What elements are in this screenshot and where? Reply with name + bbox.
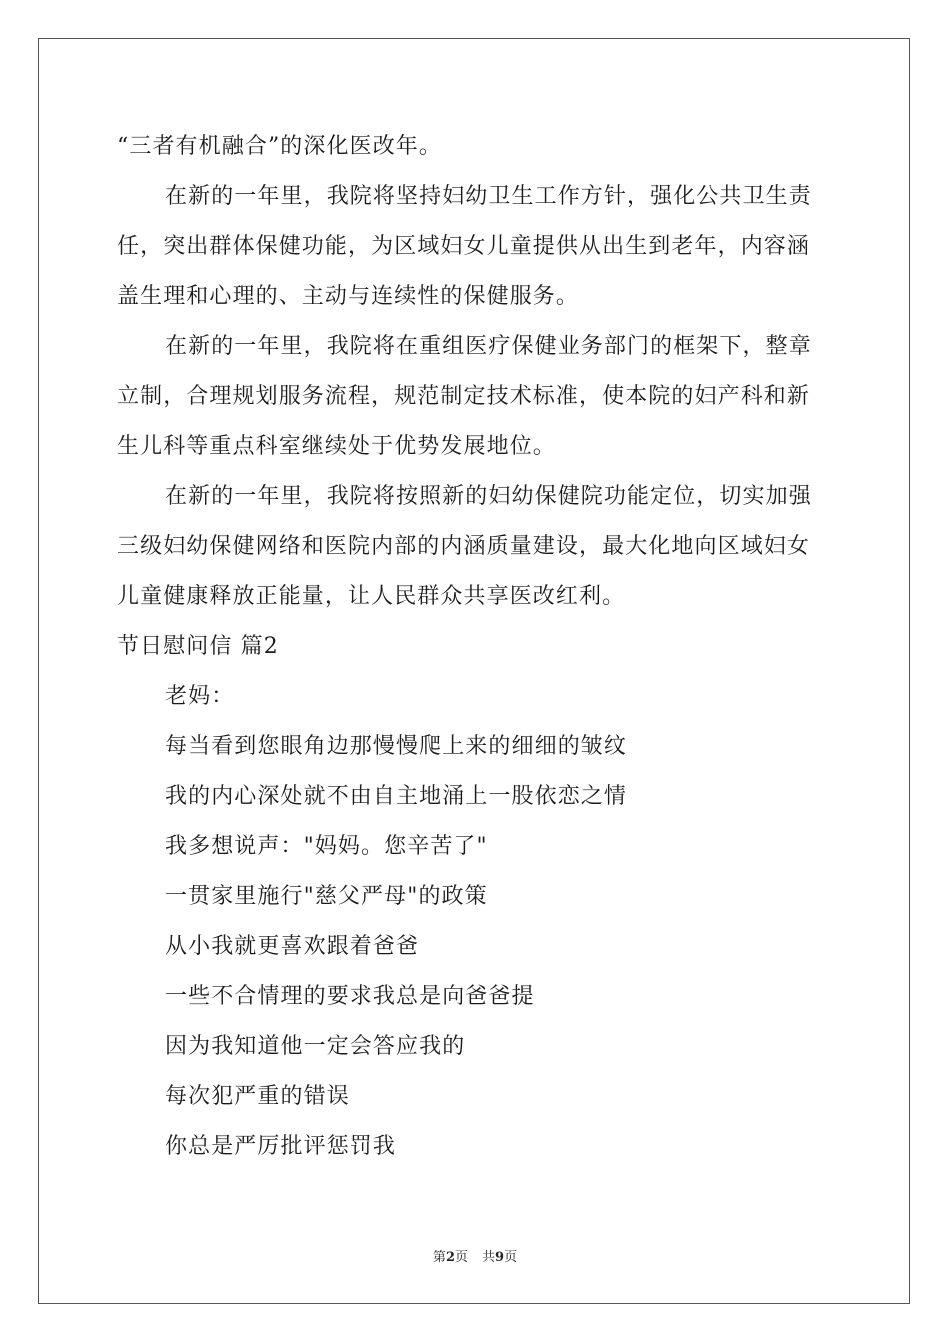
page-footer [0, 1246, 950, 1265]
page-total: 9 [495, 1250, 505, 1265]
paragraph-line: 在新的一年里，我院将坚持妇幼卫生工作方针，强化公共卫生责 [165, 184, 812, 209]
total-prefix: 共 [482, 1250, 496, 1265]
poem-line: 从小我就更喜欢跟着爸爸 [165, 934, 420, 959]
paragraph-line: 立制，合理规划服务流程，规范制定技术标准，使本院的妇产科和新 [117, 384, 811, 409]
paragraph-line: 在新的一年里，我院将在重组医疗保健业务部门的框架下，整章 [165, 334, 812, 359]
page-prefix: 第 [432, 1250, 446, 1265]
paragraph-line: 三级妇幼保健网络和医院内部的内涵质量建设，最大化地向区域妇女 [117, 534, 811, 559]
section-heading: 节日慰问信 篇2 [117, 634, 279, 659]
paragraph-line: 儿童健康释放正能量，让人民群众共享医改红利。 [117, 584, 626, 609]
poem-line: 我的内心深处就不由自主地涌上一股依恋之情 [165, 784, 628, 809]
paragraph-line: 任，突出群体保健功能，为区域妇女儿童提供从出生到老年，内容涵 [117, 234, 811, 259]
poem-line: 你总是严厉批评惩罚我 [165, 1134, 397, 1159]
paragraph-line: 在新的一年里，我院将按照新的妇幼保健院功能定位，切实加强 [165, 484, 812, 509]
total-suffix: 页 [504, 1250, 518, 1265]
poem-line: 每次犯严重的错误 [165, 1084, 350, 1109]
poem-line: 每当看到您眼角边那慢慢爬上来的细细的皱纹 [165, 734, 628, 759]
paragraph-line: 盖生理和心理的、主动与连续性的保健服务。 [117, 284, 580, 309]
paragraph-line: “三者有机融合”的深化医改年。 [117, 134, 442, 159]
page-suffix: 页 [454, 1250, 468, 1265]
document-body [117, 122, 833, 1172]
poem-line: 一些不合情理的要求我总是向爸爸提 [165, 984, 535, 1009]
poem-line: 一贯家里施行"慈父严母"的政策 [165, 884, 488, 909]
poem-line: 我多想说声："妈妈。您辛苦了" [165, 834, 488, 859]
paragraph-line: 生儿科等重点科室继续处于优势发展地位。 [117, 434, 556, 459]
salutation: 老妈： [165, 684, 235, 709]
page-current: 2 [445, 1250, 455, 1265]
poem-line: 因为我知道他一定会答应我的 [165, 1034, 466, 1059]
